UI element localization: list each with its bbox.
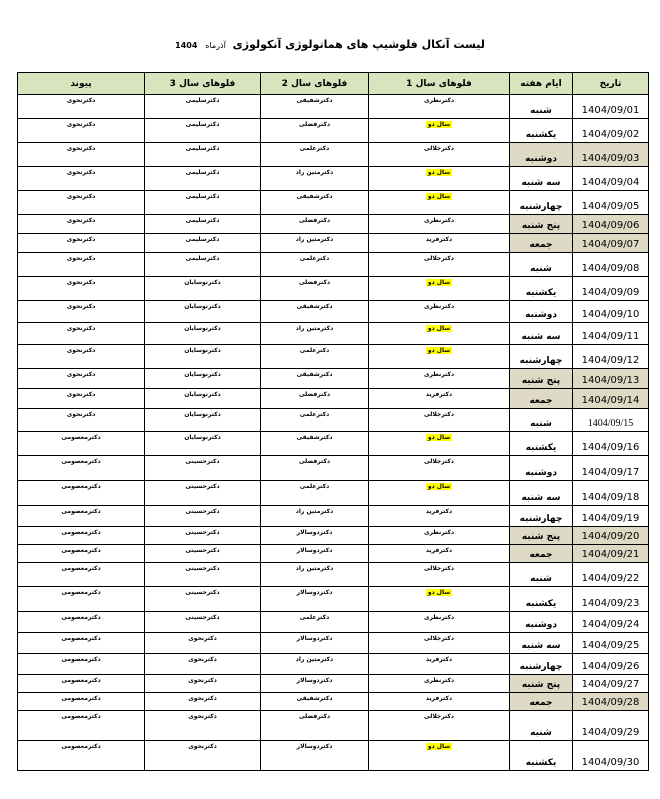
year3-fellow-cell: دکترسلیمی [145, 191, 261, 215]
table-row [18, 481, 649, 506]
year2-fellow-cell: دکترشفیقی [261, 693, 369, 711]
year2-fellow-cell: دکترفضلی [261, 711, 369, 741]
year2-fellow-cell: دکترعلمی [261, 253, 369, 277]
transplant-cell: دکترنحوی [18, 369, 145, 389]
weekday-cell: پنج شنبه [510, 215, 573, 234]
date-cell: 1404/09/05 [573, 191, 649, 215]
table-row [18, 545, 649, 563]
weekday-cell: جمعه [510, 234, 573, 253]
table-row [18, 711, 649, 741]
date-cell: 1404/09/15 [573, 409, 649, 432]
column-header-year1: فلوهای سال 1 [369, 73, 510, 95]
year1-fellow-cell: دکترنظری [369, 215, 510, 234]
column-header-weekday: ایام هفته [510, 73, 573, 95]
transplant-cell: دکترمعصومی [18, 432, 145, 456]
year3-fellow-cell: دکترنوسایان [145, 369, 261, 389]
transplant-cell: دکترنحوی [18, 409, 145, 432]
weekday-cell: پنج شنبه [510, 527, 573, 545]
year1-fellow-cell [369, 432, 510, 456]
date-cell: 1404/09/27 [573, 675, 649, 693]
date-cell: 1404/09/17 [573, 456, 649, 481]
table-row [18, 432, 649, 456]
year3-fellow-cell: دکترنحوی [145, 675, 261, 693]
column-header-date: تاریخ [573, 73, 649, 95]
year2-fellow-cell: دکترعلمی [261, 612, 369, 633]
transplant-cell: دکترنحوی [18, 234, 145, 253]
weekday-cell: دوشنبه [510, 456, 573, 481]
year1-fellow-cell: دکترفرید [369, 693, 510, 711]
date-cell: 1404/09/06 [573, 215, 649, 234]
highlighted-label: سال دو [427, 434, 451, 441]
year3-fellow-cell: دکترنوسایان [145, 301, 261, 323]
year3-fellow-cell: دکترحسینی [145, 563, 261, 587]
year3-fellow-cell: دکترسلیمی [145, 167, 261, 191]
weekday-cell: شنبه [510, 563, 573, 587]
year3-fellow-cell: دکترسلیمی [145, 215, 261, 234]
table-row [18, 675, 649, 693]
year1-fellow-cell: دکترنظری [369, 301, 510, 323]
weekday-cell: سه شنبه [510, 167, 573, 191]
weekday-cell: یکشنبه [510, 119, 573, 143]
table-row [18, 369, 649, 389]
table-row [18, 301, 649, 323]
weekday-cell: جمعه [510, 545, 573, 563]
year3-fellow-cell: دکترحسینی [145, 527, 261, 545]
year2-fellow-cell: دکترفضلی [261, 277, 369, 301]
table-row [18, 323, 649, 345]
page-title [0, 38, 660, 51]
transplant-cell: دکترمعصومی [18, 654, 145, 675]
weekday-cell: شنبه [510, 409, 573, 432]
year3-fellow-cell: دکترنوسایان [145, 323, 261, 345]
year2-fellow-cell: دکترفضلی [261, 456, 369, 481]
date-cell: 1404/09/14 [573, 389, 649, 409]
table-row [18, 215, 649, 234]
year1-fellow-cell: دکترجلالی [369, 409, 510, 432]
weekday-cell: یکشنبه [510, 741, 573, 771]
year2-fellow-cell: دکترعلمی [261, 409, 369, 432]
weekday-cell: سه شنبه [510, 633, 573, 654]
transplant-cell: دکترنحوی [18, 215, 145, 234]
year3-fellow-cell: دکترسلیمی [145, 119, 261, 143]
date-cell: 1404/09/26 [573, 654, 649, 675]
year1-fellow-cell: دکترجلالی [369, 456, 510, 481]
transplant-cell: دکترمعصومی [18, 506, 145, 527]
highlighted-label: سال دو [427, 325, 451, 332]
year3-fellow-cell: دکترسلیمی [145, 95, 261, 119]
highlighted-label: سال دو [427, 121, 451, 128]
year2-fellow-cell: دکترمتین راد [261, 563, 369, 587]
transplant-cell: دکترنحوی [18, 323, 145, 345]
year1-fellow-cell: دکترجلالی [369, 253, 510, 277]
table-row [18, 234, 649, 253]
year1-fellow-cell: دکترنظری [369, 675, 510, 693]
weekday-cell: شنبه [510, 95, 573, 119]
table-row [18, 277, 649, 301]
highlighted-label: سال دو [427, 483, 451, 490]
roster-body [18, 95, 649, 771]
year2-fellow-cell: دکترمتین راد [261, 167, 369, 191]
date-cell: 1404/09/30 [573, 741, 649, 771]
table-row [18, 167, 649, 191]
date-cell: 1404/09/20 [573, 527, 649, 545]
year2-fellow-cell: دکترمتین راد [261, 654, 369, 675]
transplant-cell: دکترنحوی [18, 389, 145, 409]
date-cell: 1404/09/13 [573, 369, 649, 389]
date-cell: 1404/09/29 [573, 711, 649, 741]
date-cell: 1404/09/11 [573, 323, 649, 345]
table-row [18, 506, 649, 527]
weekday-cell: چهارشنبه [510, 191, 573, 215]
year1-fellow-cell [369, 277, 510, 301]
year3-fellow-cell: دکترنوسایان [145, 432, 261, 456]
weekday-cell: سه شنبه [510, 481, 573, 506]
weekday-cell: دوشنبه [510, 143, 573, 167]
year2-fellow-cell: دکترمتین راد [261, 323, 369, 345]
transplant-cell: دکترنحوی [18, 191, 145, 215]
table-row [18, 119, 649, 143]
year1-fellow-cell: دکترنظری [369, 95, 510, 119]
weekday-cell: چهارشنبه [510, 345, 573, 369]
date-cell: 1404/09/23 [573, 587, 649, 612]
table-row [18, 191, 649, 215]
transplant-cell: دکترمعصومی [18, 545, 145, 563]
table-row [18, 409, 649, 432]
year1-fellow-cell [369, 119, 510, 143]
date-cell: 1404/09/19 [573, 506, 649, 527]
table-row [18, 693, 649, 711]
transplant-cell: دکترمعصومی [18, 563, 145, 587]
year1-fellow-cell: دکترجلالی [369, 563, 510, 587]
year1-fellow-cell: دکترفرید [369, 654, 510, 675]
year3-fellow-cell: دکترحسینی [145, 545, 261, 563]
year3-fellow-cell: دکترحسینی [145, 506, 261, 527]
weekday-cell: دوشنبه [510, 612, 573, 633]
date-cell: 1404/09/10 [573, 301, 649, 323]
year2-fellow-cell: دکترمتین راد [261, 234, 369, 253]
date-cell: 1404/09/03 [573, 143, 649, 167]
transplant-cell: دکترمعصومی [18, 612, 145, 633]
year2-fellow-cell: دکترفضلی [261, 119, 369, 143]
date-cell: 1404/09/04 [573, 167, 649, 191]
highlighted-label: سال دو [427, 743, 451, 750]
transplant-cell: دکترمعصومی [18, 675, 145, 693]
year3-fellow-cell: دکترنحوی [145, 693, 261, 711]
date-cell: 1404/09/16 [573, 432, 649, 456]
transplant-cell: دکترمعصومی [18, 481, 145, 506]
transplant-cell: دکترمعصومی [18, 711, 145, 741]
weekday-cell: شنبه [510, 711, 573, 741]
year2-fellow-cell: دکترعلمی [261, 481, 369, 506]
year3-fellow-cell: دکترسلیمی [145, 143, 261, 167]
title-month: آذرماه [205, 41, 226, 50]
table-row [18, 633, 649, 654]
oncall-roster-table [17, 72, 649, 771]
year3-fellow-cell: دکترحسینی [145, 456, 261, 481]
table-row [18, 527, 649, 545]
transplant-cell: دکترنحوی [18, 253, 145, 277]
weekday-cell: جمعه [510, 693, 573, 711]
weekday-cell: یکشنبه [510, 587, 573, 612]
year3-fellow-cell: دکترنحوی [145, 741, 261, 771]
transplant-cell: دکترنحوی [18, 143, 145, 167]
date-cell: 1404/09/24 [573, 612, 649, 633]
year1-fellow-cell [369, 481, 510, 506]
year3-fellow-cell: دکترنوسایان [145, 345, 261, 369]
table-row [18, 389, 649, 409]
year1-fellow-cell [369, 167, 510, 191]
year3-fellow-cell: دکترحسینی [145, 612, 261, 633]
weekday-cell: دوشنبه [510, 301, 573, 323]
year1-fellow-cell: دکترنظری [369, 612, 510, 633]
transplant-cell: دکترنحوی [18, 167, 145, 191]
year1-fellow-cell [369, 345, 510, 369]
year1-fellow-cell: دکترفرید [369, 234, 510, 253]
transplant-cell: دکترنحوی [18, 345, 145, 369]
year1-fellow-cell: دکترجلالی [369, 711, 510, 741]
year3-fellow-cell: دکترنوسایان [145, 389, 261, 409]
year3-fellow-cell: دکترنحوی [145, 654, 261, 675]
date-cell: 1404/09/09 [573, 277, 649, 301]
weekday-cell: چهارشنبه [510, 654, 573, 675]
table-row [18, 143, 649, 167]
transplant-cell: دکترمعصومی [18, 527, 145, 545]
year3-fellow-cell: دکترسلیمی [145, 253, 261, 277]
year1-fellow-cell: دکترنظری [369, 527, 510, 545]
highlighted-label: سال دو [427, 347, 451, 354]
year2-fellow-cell: دکترشفیقی [261, 369, 369, 389]
year2-fellow-cell: دکترفضلی [261, 389, 369, 409]
weekday-cell: شنبه [510, 253, 573, 277]
year3-fellow-cell: دکترحسینی [145, 587, 261, 612]
year2-fellow-cell: دکترمتین راد [261, 506, 369, 527]
table-row [18, 612, 649, 633]
year3-fellow-cell: دکترنوسایان [145, 409, 261, 432]
year1-fellow-cell: دکترفرید [369, 389, 510, 409]
table-row [18, 456, 649, 481]
year1-fellow-cell: دکترفرید [369, 506, 510, 527]
date-cell: 1404/09/08 [573, 253, 649, 277]
weekday-cell: پنج شنبه [510, 675, 573, 693]
year2-fellow-cell: دکتردوسالار [261, 675, 369, 693]
highlighted-label: سال دو [427, 589, 451, 596]
weekday-cell: پنج شنبه [510, 369, 573, 389]
year3-fellow-cell: دکترحسینی [145, 481, 261, 506]
weekday-cell: یکشنبه [510, 432, 573, 456]
table-row [18, 95, 649, 119]
highlighted-label: سال دو [427, 169, 451, 176]
weekday-cell: چهارشنبه [510, 506, 573, 527]
transplant-cell: دکترنحوی [18, 301, 145, 323]
date-cell: 1404/09/28 [573, 693, 649, 711]
title-main: لیست آنکال فلوشیپ های هماتولوژی آنکولوژی [232, 38, 485, 51]
weekday-cell: جمعه [510, 389, 573, 409]
transplant-cell: دکترمعصومی [18, 633, 145, 654]
year1-fellow-cell: دکترفرید [369, 545, 510, 563]
transplant-cell: دکترنحوی [18, 95, 145, 119]
transplant-cell: دکترمعصومی [18, 741, 145, 771]
year2-fellow-cell: دکترشفیقی [261, 301, 369, 323]
year1-fellow-cell [369, 741, 510, 771]
year2-fellow-cell: دکتردوسالار [261, 545, 369, 563]
column-header-year2: فلوهای سال 2 [261, 73, 369, 95]
year2-fellow-cell: دکتردوسالار [261, 527, 369, 545]
year2-fellow-cell: دکترفضلی [261, 215, 369, 234]
title-year: 1404 [175, 41, 198, 50]
year2-fellow-cell: دکترشفیقی [261, 191, 369, 215]
year1-fellow-cell: دکترنظری [369, 369, 510, 389]
year1-fellow-cell [369, 191, 510, 215]
date-cell: 1404/09/25 [573, 633, 649, 654]
header-row [18, 73, 649, 95]
date-cell: 1404/09/21 [573, 545, 649, 563]
year2-fellow-cell: دکترشفیقی [261, 95, 369, 119]
transplant-cell: دکترمعصومی [18, 456, 145, 481]
highlighted-label: سال دو [427, 193, 451, 200]
date-cell: 1404/09/12 [573, 345, 649, 369]
table-row [18, 741, 649, 771]
year1-fellow-cell: دکترجلالی [369, 143, 510, 167]
date-cell: 1404/09/22 [573, 563, 649, 587]
year1-fellow-cell [369, 587, 510, 612]
transplant-cell: دکترنحوی [18, 119, 145, 143]
column-header-year3: فلوهای سال 3 [145, 73, 261, 95]
table-row [18, 563, 649, 587]
date-cell: 1404/09/07 [573, 234, 649, 253]
weekday-cell: سه شنبه [510, 323, 573, 345]
transplant-cell: دکترمعصومی [18, 587, 145, 612]
highlighted-label: سال دو [427, 279, 451, 286]
year3-fellow-cell: دکترسلیمی [145, 234, 261, 253]
year3-fellow-cell: دکترنحوی [145, 633, 261, 654]
year3-fellow-cell: دکترنوسایان [145, 277, 261, 301]
date-cell: 1404/09/01 [573, 95, 649, 119]
year2-fellow-cell: دکترشفیقی [261, 432, 369, 456]
year2-fellow-cell: دکترعلمی [261, 143, 369, 167]
table-row [18, 654, 649, 675]
year3-fellow-cell: دکترنحوی [145, 711, 261, 741]
column-header-transplant: پیوند [18, 73, 145, 95]
year2-fellow-cell: دکترعلمی [261, 345, 369, 369]
table-row [18, 253, 649, 277]
table-row [18, 345, 649, 369]
year1-fellow-cell: دکترجلالی [369, 633, 510, 654]
transplant-cell: دکترنحوی [18, 277, 145, 301]
year1-fellow-cell [369, 323, 510, 345]
year2-fellow-cell: دکتردوسالار [261, 633, 369, 654]
date-cell: 1404/09/02 [573, 119, 649, 143]
date-cell: 1404/09/18 [573, 481, 649, 506]
year2-fellow-cell: دکتردوسالار [261, 741, 369, 771]
year2-fellow-cell: دکتردوسالار [261, 587, 369, 612]
transplant-cell: دکترمعصومی [18, 693, 145, 711]
table-row [18, 587, 649, 612]
weekday-cell: یکشنبه [510, 277, 573, 301]
